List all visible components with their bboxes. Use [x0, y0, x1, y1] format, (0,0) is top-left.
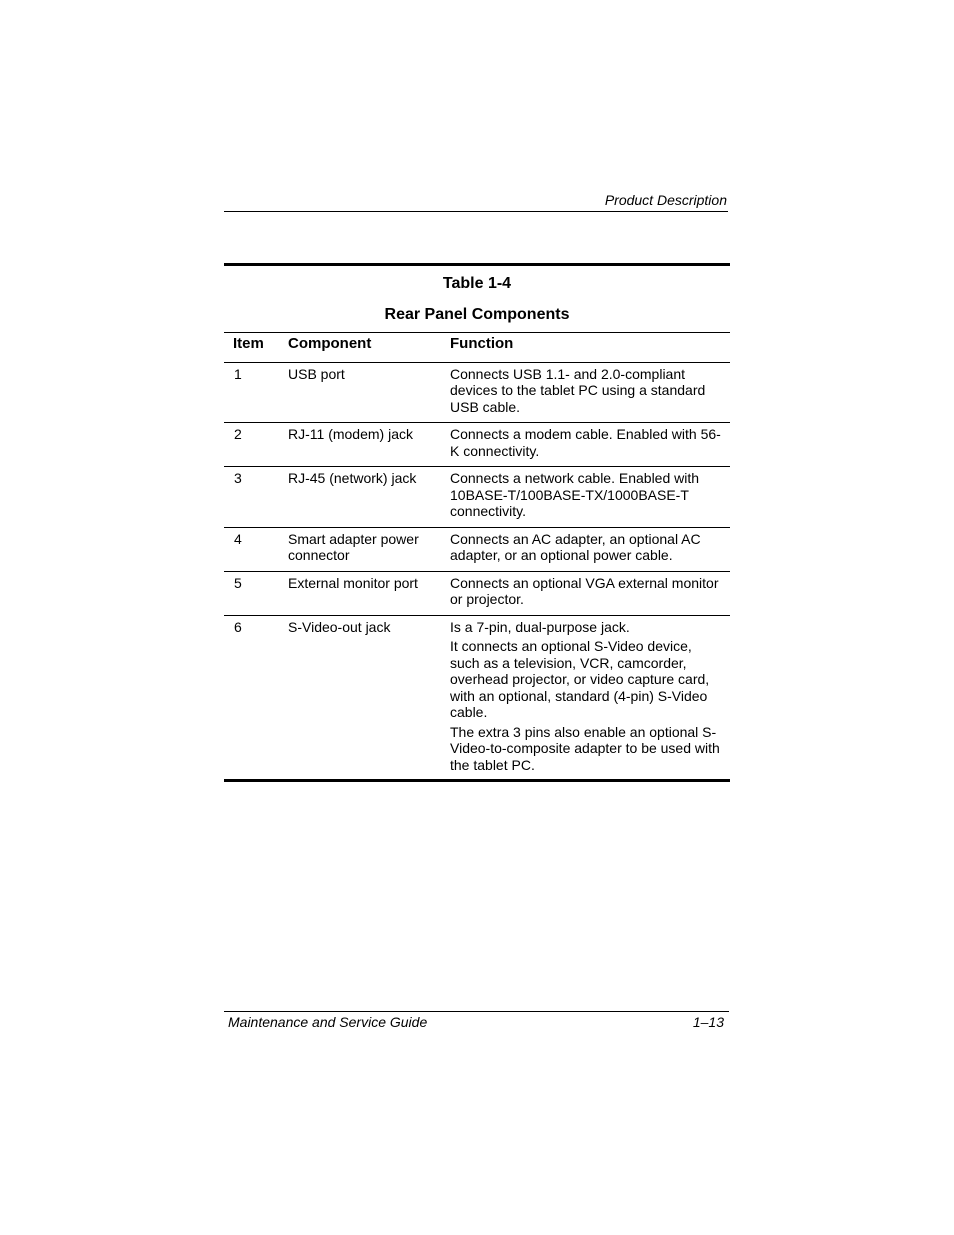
table-header-row: [224, 333, 730, 362]
footer-rule: [224, 1011, 729, 1012]
item-number: 2: [224, 423, 288, 467]
rear-panel-table: [224, 263, 730, 782]
column-header-function: Function: [450, 333, 730, 362]
item-number: 4: [224, 527, 288, 571]
component-name: RJ-11 (modem) jack: [288, 423, 450, 467]
table-number: Table 1-4: [442, 275, 512, 292]
function-paragraph: It connects an optional S-Video device, such as a television, VCR, camcorder, overhead projector, or video capture card, with an optional, standard (4-pin) S-Video cable.: [450, 638, 710, 720]
component-name: S-Video-out jack: [288, 618, 391, 635]
table-row: [224, 615, 730, 779]
function-paragraph: Connects a network cable. Enabled with 10BASE-T/100BASE-TX/1000BASE-T connectivity.: [450, 470, 700, 519]
function-paragraph: Connects an AC adapter, an optional AC adapter, or an optional power cable.: [450, 530, 701, 563]
function-paragraph: Connects a modem cable. Enabled with 56-K connectivity.: [450, 426, 721, 459]
function-description: [450, 423, 730, 467]
function-description: [450, 467, 730, 528]
item-number: 3: [224, 467, 288, 528]
page-number: 1–13: [692, 1014, 724, 1030]
component-name: USB port: [288, 362, 450, 423]
item-number: 1: [224, 362, 288, 423]
table-row: [224, 527, 730, 571]
header-rule: [224, 211, 728, 212]
footer-guide-title: Maintenance and Service Guide: [228, 1014, 428, 1030]
item-number: 6: [234, 618, 242, 635]
table-row: [224, 362, 730, 423]
table-row: [224, 467, 730, 528]
column-header-component: Component: [288, 333, 450, 362]
function-paragraph: Connects USB 1.1- and 2.0-compliant devices to the tablet PC using a standard USB cable.: [450, 365, 706, 415]
function-paragraph: Connects an optional VGA external monitor or projector.: [450, 574, 719, 607]
item-number: 5: [224, 571, 288, 615]
function-description: [450, 362, 730, 423]
function-paragraph: Is a 7-pin, dual-purpose jack.: [450, 618, 630, 635]
function-description: [450, 571, 730, 615]
components-table: [224, 333, 730, 779]
table-body: [224, 362, 730, 779]
table-title: Rear Panel Components: [224, 305, 730, 333]
function-description: [450, 527, 730, 571]
column-header-item: Item: [224, 333, 288, 362]
table-row: [224, 423, 730, 467]
component-name: RJ-45 (network) jack: [288, 467, 450, 528]
function-paragraph: The extra 3 pins also enable an optional S-Video-to-composite adapter to be used with the tablet PC.: [450, 723, 720, 773]
running-header: Product Description: [604, 192, 727, 208]
component-name: External monitor port: [288, 571, 450, 615]
function-description: [450, 615, 730, 779]
component-name: Smart adapter power connector: [288, 527, 450, 571]
table-row: [224, 571, 730, 615]
